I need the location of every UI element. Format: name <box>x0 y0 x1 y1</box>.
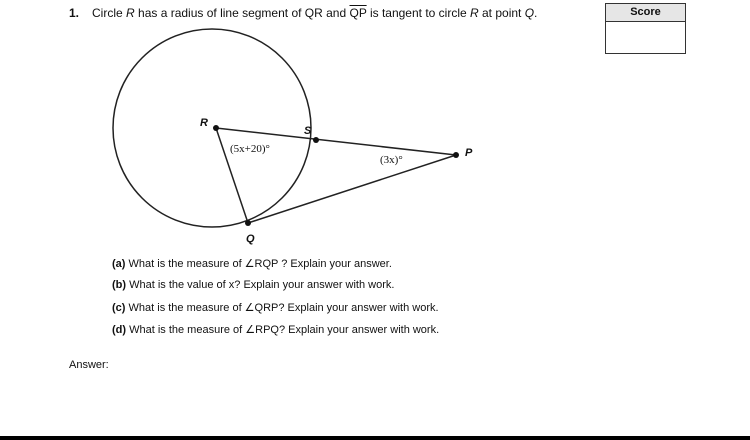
label-s: S <box>304 125 312 137</box>
point-s <box>313 137 319 143</box>
label-q: Q <box>246 233 255 245</box>
circle-r <box>113 29 311 227</box>
question-text-part: at point <box>478 6 525 20</box>
label-p: P <box>465 147 473 159</box>
question-part-b <box>112 279 394 291</box>
angle-p-label: (3x)° <box>380 154 403 166</box>
question-text-part: has a radius of line segment of QR and <box>134 6 350 20</box>
point-p <box>453 152 459 158</box>
part-text: What is the measure of ∠RQP ? Explain your answer. <box>128 258 392 270</box>
question-text-part: is tangent to circle <box>366 6 470 20</box>
question-part-d <box>112 323 439 336</box>
part-label: (d) <box>112 324 127 336</box>
part-text: What is the measure of ∠RPQ? Explain your answer with work. <box>129 324 440 336</box>
question-text-circle-name: R <box>470 6 479 20</box>
question-part-c <box>112 301 439 314</box>
question-text-segment: $\overline{QP}$ <box>349 6 367 20</box>
question-text-circle-name: R <box>126 6 135 20</box>
part-label: (c) <box>112 302 126 314</box>
segment-qp <box>248 155 456 223</box>
question-number: 1. <box>69 6 80 20</box>
part-text: What is the measure of ∠QRP? Explain your answer with work. <box>128 302 439 314</box>
question-text-point-name: Q <box>524 6 535 20</box>
score-label: Score <box>606 4 685 22</box>
point-r <box>213 125 219 131</box>
part-label: (b) <box>112 279 127 291</box>
point-q <box>245 220 251 226</box>
question-part-a <box>112 257 392 270</box>
label-r: R <box>200 117 208 129</box>
part-label: (a) <box>112 258 126 270</box>
angle-r-label: (5x+20)° <box>230 143 270 155</box>
answer-label: Answer: <box>69 359 109 371</box>
question-text-part: . <box>534 6 538 20</box>
part-text: What is the value of x? Explain your answer with work. <box>129 279 395 291</box>
question-text-part: Circle <box>92 6 127 20</box>
